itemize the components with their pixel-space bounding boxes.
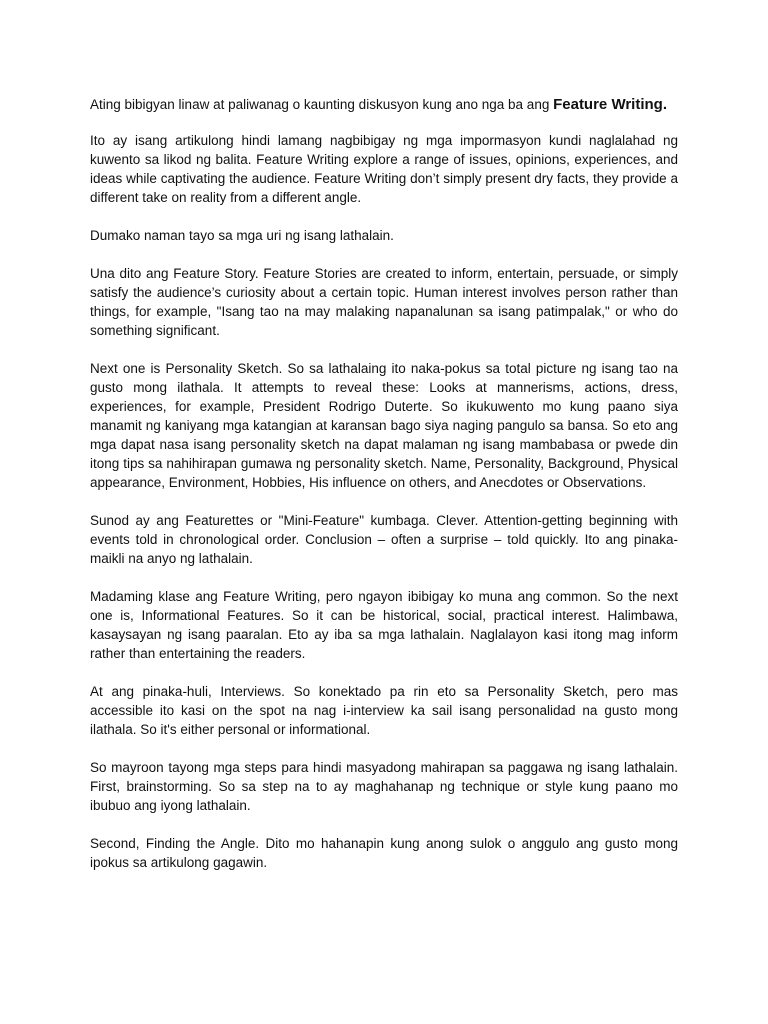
paragraph-steps-brainstorming: So mayroon tayong mga steps para hindi masyadong mahirapan sa paggawa ng isang lathalain. First, brainstorming. So sa step na to ay maghahanap ng technique or style kung paano mo ibubuo ang iyong lathalain. <box>90 760 678 813</box>
paragraph-finding-angle: Second, Finding the Angle. Dito mo hahanapin kung anong sulok o anggulo ang gusto mong ipokus sa artikulong gagawin. <box>90 836 678 870</box>
paragraph-definition: Ito ay isang artikulong hindi lamang nagbibigay ng mga impormasyon kundi naglalahad ng kuwento sa likod ng balita. Feature Writing explore a range of issues, opinions, experiences, and ideas while captivating the audience. Feature Writing don’t simply present dry facts, they provide a different take on reality from a different angle. <box>90 133 678 205</box>
paragraph-feature-story: Una dito ang Feature Story. Feature Stories are created to inform, entertain, persuade, or simply satisfy the audience’s curiosity about a certain topic. Human interest involves person rather than things, for example, "Isang tao na may malaking napanalunan sa isang patimpalak," or who do something significant. <box>90 266 678 338</box>
intro-bold-title: Feature Writing. <box>553 96 667 113</box>
paragraph-personality-sketch: Next one is Personality Sketch. So sa lathalaing ito naka-pokus sa total picture ng isang tao na gusto mong ilathala. It attempts to reveal these: Looks at mannerisms, actions, dress, experiences, for example, President Rodrigo Duterte. So ikukuwento mo kung paano siya manamit ng kaniyang mga katangian at karansan bago siya naging pangulo sa bansa. So eto ang mga dapat nasa isang personality sketch na dapat malaman ng isang mambabasa or pwede din itong tips sa nahihirapan gumawa ng personality sketch. Name, Personality, Background, Physical appearance, Environment, Hobbies, His influence on others, and Anecdotes or Observations. <box>90 361 678 490</box>
paragraph-informational-features: Madaming klase ang Feature Writing, pero ngayon ibibigay ko muna ang common. So the next one is, Informational Features. So it can be historical, social, practical interest. Halimbawa, kasaysayan ng isang paaralan. Eto ay iba sa mga lathalain. Naglalayon kasi itong mag inform rather than entertaining the readers. <box>90 589 678 661</box>
paragraph-interviews: At ang pinaka-huli, Interviews. So konektado pa rin eto sa Personality Sketch, pero mas accessible ito kasi on the spot na nag i-interview ka sail isang personalidad na gusto mong ilathala. So it's either personal or informational. <box>90 684 678 737</box>
intro-text: Ating bibigyan linaw at paliwanag o kaunting diskusyon kung ano nga ba ang <box>90 97 554 112</box>
intro-paragraph <box>90 95 678 114</box>
paragraph-types-intro: Dumako naman tayo sa mga uri ng isang lathalain. <box>90 228 394 243</box>
paragraph-featurettes: Sunod ay ang Featurettes or "Mini-Feature" kumbaga. Clever. Attention-getting beginning with events told in chronological order. Conclusion – often a surprise – told quickly. Ito ang pinaka-maikli na anyo ng lathalain. <box>90 513 678 566</box>
